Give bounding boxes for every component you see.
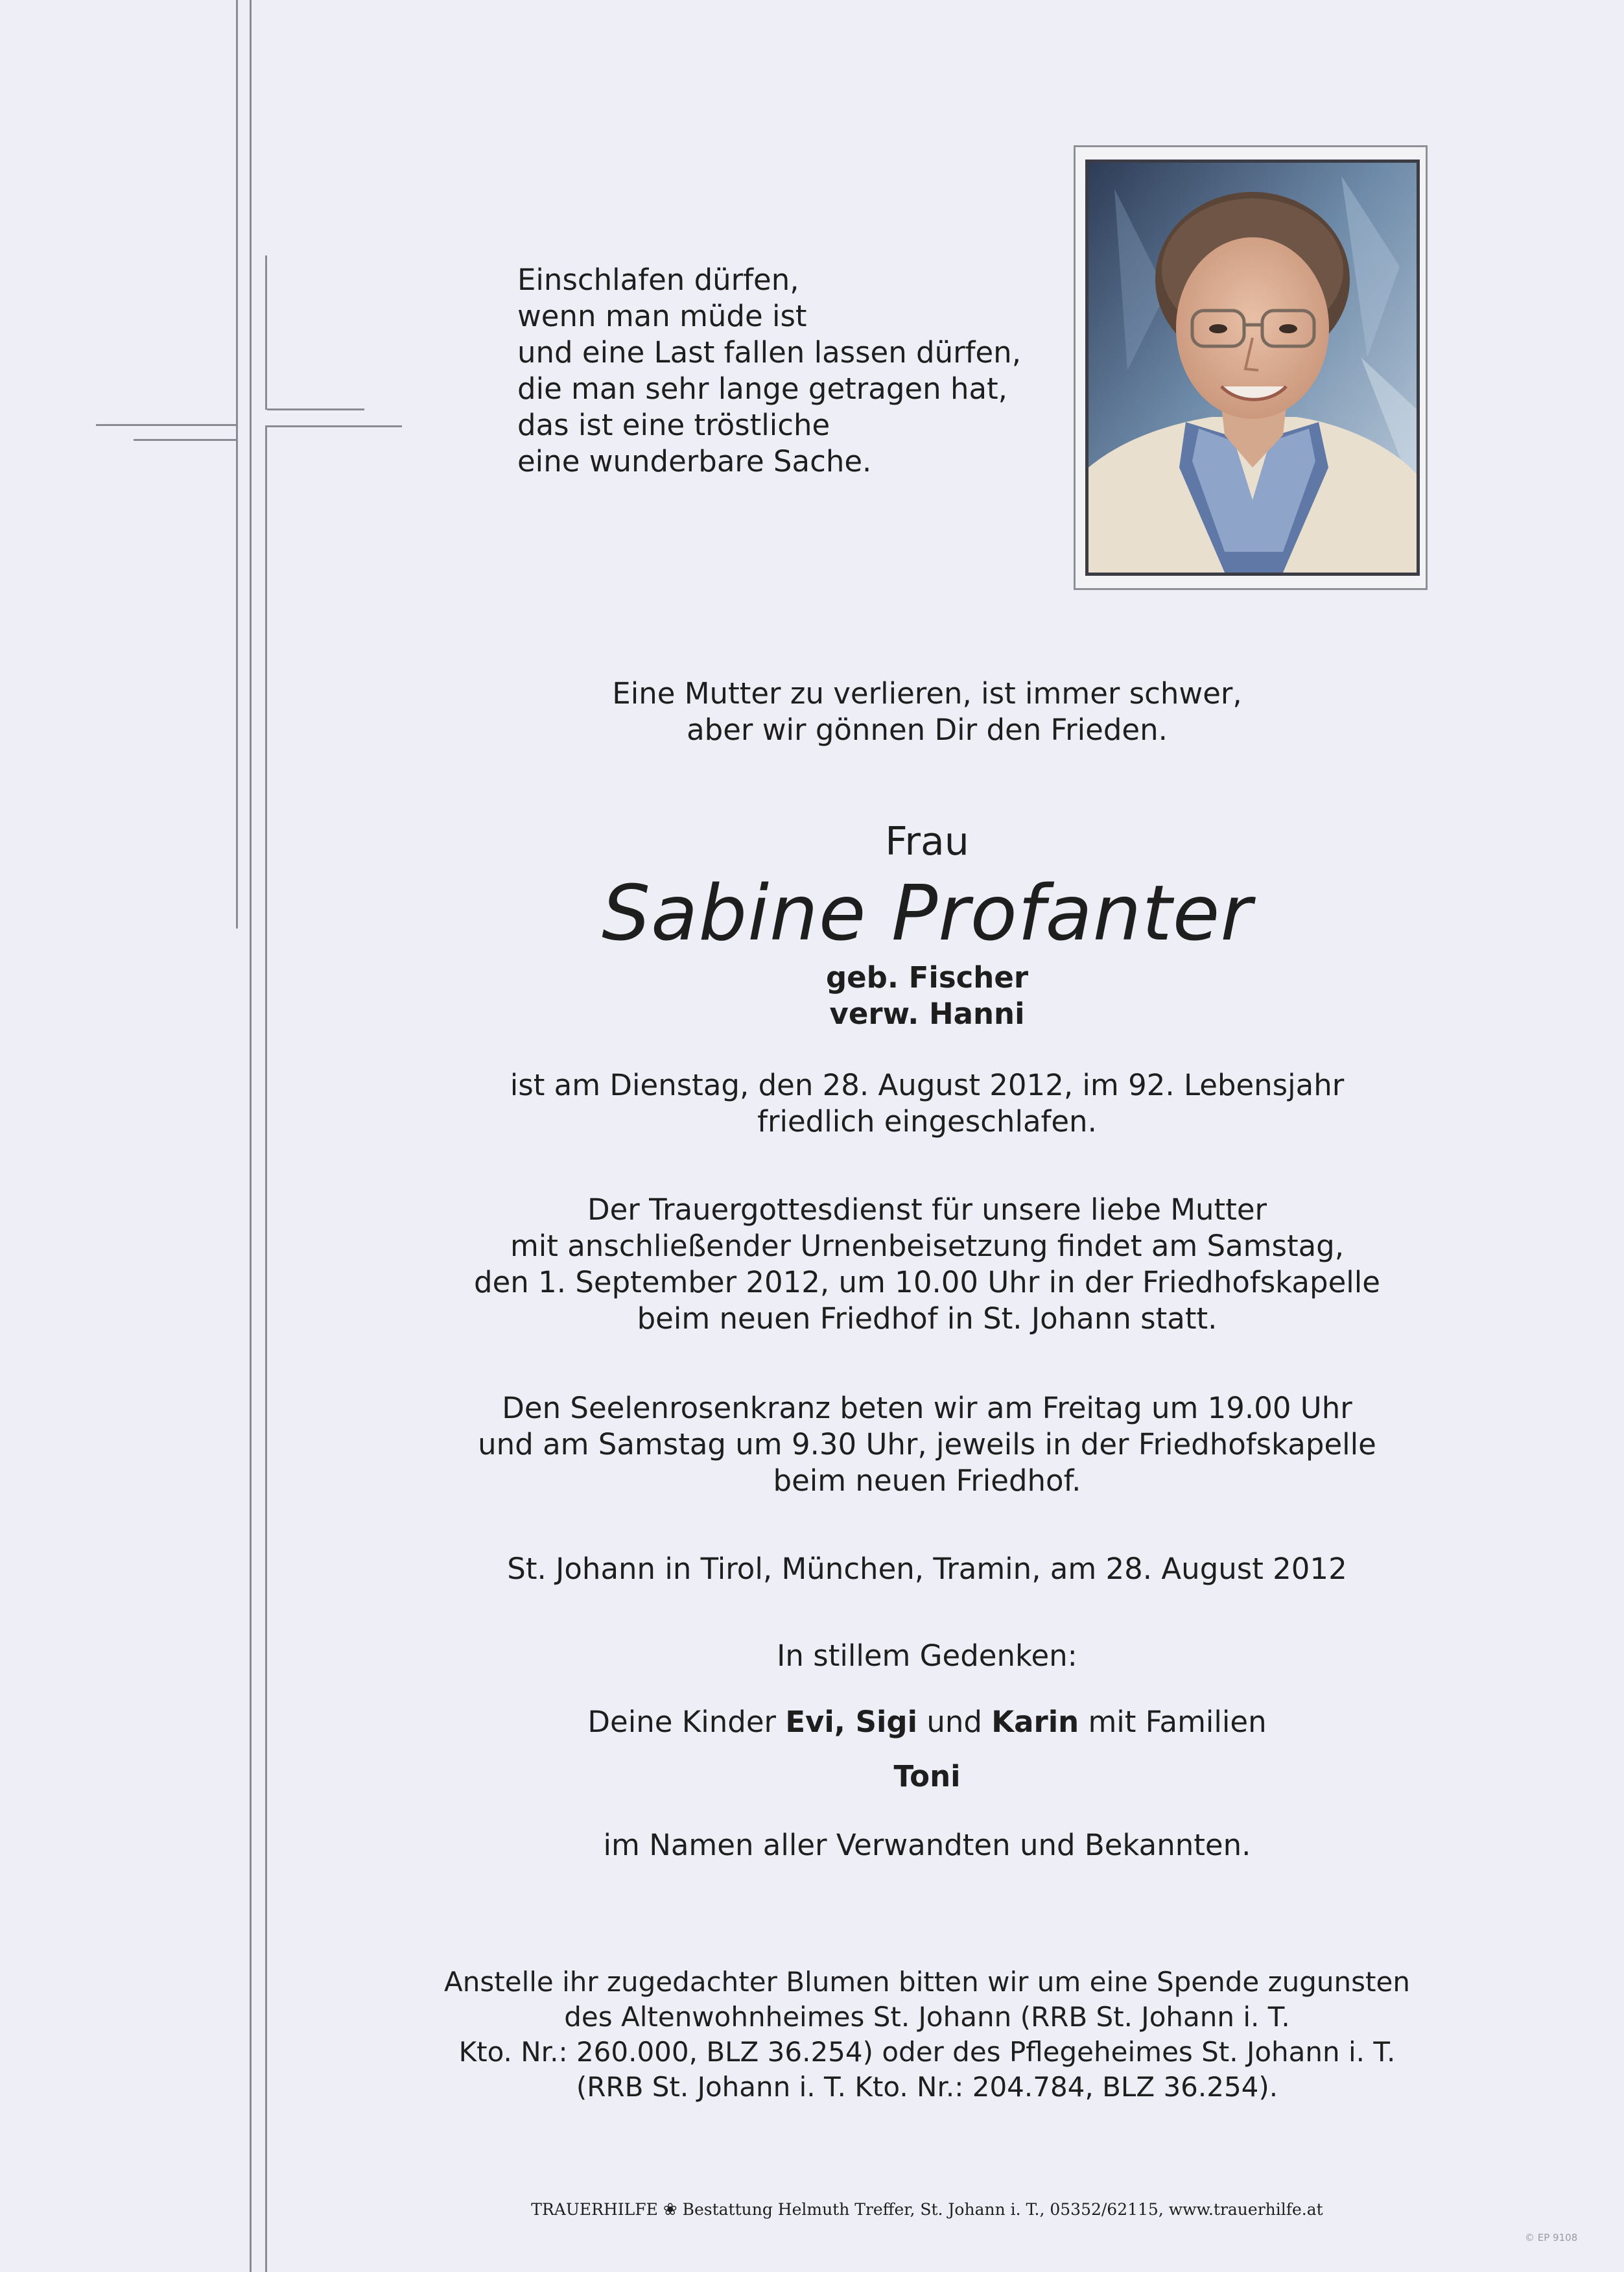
funeral-line: mit anschließender Urnenbeisetzung findet am Samstag, <box>510 1229 1345 1263</box>
portrait-illustration <box>1089 163 1417 573</box>
rosary-prayer <box>363 1390 1491 1499</box>
verse-line: Eine Mutter zu verlieren, ist immer schwer, <box>612 676 1242 711</box>
cross-horizontal-left-lower <box>134 439 236 441</box>
death-notice <box>389 1067 1465 1140</box>
name-details <box>648 960 1206 1032</box>
mourners-name-1: Evi, Sigi <box>785 1705 918 1739</box>
widowed-name: verw. Hanni <box>829 997 1025 1031</box>
copyright-mark: © EP 9108 <box>1525 2232 1578 2243</box>
maiden-name: geb. Fischer <box>825 960 1029 995</box>
footer-text: Bestattung Helmuth Treffer, St. Johann i. T., 05352/62115, www.trauerhilfe.at <box>677 2200 1323 2219</box>
cross-horizontal-left-upper <box>96 424 236 426</box>
mourners-relatives: im Namen aller Verwandten und Bekannten. <box>603 1828 1251 1862</box>
donation-request <box>363 1965 1491 2105</box>
cross-vertical-lower <box>265 425 267 2272</box>
donation-line: Anstelle ihr zugedachter Blumen bitten wir um eine Spende zugunsten <box>444 1966 1410 1998</box>
funeral-home-footer <box>363 2199 1491 2220</box>
verse <box>454 676 1400 748</box>
cross-vertical-upper <box>265 255 267 410</box>
deceased-name: Sabine Profanter <box>602 868 1253 958</box>
left-margin-rule-outer <box>236 0 238 929</box>
portrait-frame <box>1074 145 1428 590</box>
cross-horizontal-right-upper <box>267 408 364 410</box>
donation-line: (RRB St. Johann i. T. Kto. Nr.: 204.784, BLZ 36.254). <box>576 2071 1278 2103</box>
portrait-photo <box>1085 160 1420 576</box>
mourners-children <box>363 1704 1491 1740</box>
rosary-line: und am Samstag um 9.30 Uhr, jeweils in der Friedhofskapelle <box>478 1427 1376 1461</box>
rosary-line: Den Seelenrosenkranz beten wir am Freitag um 19.00 Uhr <box>502 1391 1352 1425</box>
donation-line: Kto. Nr.: 260.000, BLZ 36.254) oder des Pflegeheimes St. Johann i. T. <box>458 2036 1396 2068</box>
place-and-date: St. Johann in Tirol, München, Tramin, am 28. August 2012 <box>507 1552 1347 1586</box>
poem-line: Einschlafen dürfen, <box>517 263 799 297</box>
poem-line: das ist eine tröstliche <box>517 408 830 442</box>
cross-horizontal-right-lower <box>267 425 402 427</box>
donation-line: des Altenwohnheimes St. Johann (RRB St. Johann i. T. <box>564 2001 1290 2033</box>
honorific: Frau <box>885 819 969 864</box>
death-notice-line: friedlich eingeschlafen. <box>757 1104 1097 1139</box>
poem-line: eine wunderbare Sache. <box>517 444 872 479</box>
poem-line: und eine Last fallen lassen dürfen, <box>517 335 1021 370</box>
poem <box>517 262 1021 480</box>
rosary-line: beim neuen Friedhof. <box>773 1463 1081 1498</box>
funeral-service <box>363 1192 1491 1337</box>
verse-line: aber wir gönnen Dir den Frieden. <box>687 713 1168 747</box>
poem-line: die man sehr lange getragen hat, <box>517 372 1007 406</box>
in-memory-heading: In stillem Gedenken: <box>777 1639 1077 1673</box>
funeral-line: beim neuen Friedhof in St. Johann statt. <box>637 1301 1218 1336</box>
footer-brand: TRAUERHILFE <box>531 2200 658 2219</box>
left-margin-rule-inner <box>250 0 252 2272</box>
funeral-line: Der Trauergottesdienst für unsere liebe Mutter <box>587 1192 1267 1227</box>
mourners-prefix: Deine Kinder <box>587 1705 786 1739</box>
mourners-joiner: und <box>917 1705 992 1739</box>
mourners-name-2: Karin <box>991 1705 1079 1739</box>
funeral-line: den 1. September 2012, um 10.00 Uhr in der Friedhofskapelle <box>474 1265 1380 1299</box>
footer-logo-icon: ❀ <box>663 2200 677 2219</box>
mourners-partner: Toni <box>893 1759 961 1793</box>
mourners-suffix: mit Familien <box>1079 1705 1267 1739</box>
death-notice-line: ist am Dienstag, den 28. August 2012, im 92. Lebensjahr <box>510 1068 1345 1102</box>
poem-line: wenn man müde ist <box>517 299 807 333</box>
